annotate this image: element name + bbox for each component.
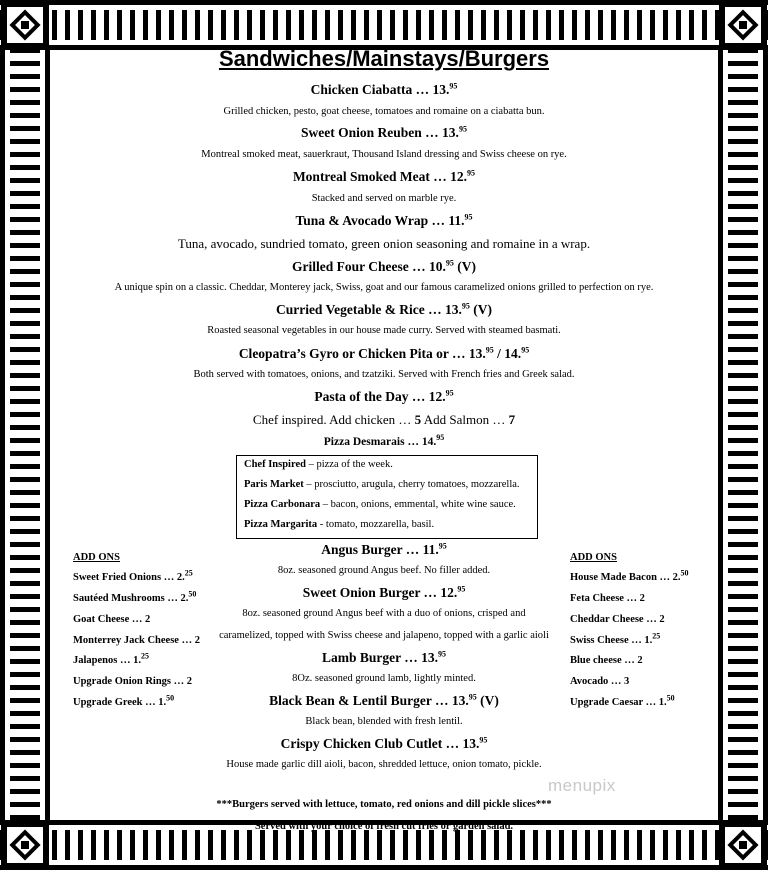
menu-item-name: Black Bean & Lentil Burger … 13.95 (V): [269, 692, 499, 708]
menu-item-description: Roasted seasonal vegetables in our house made curry. Served with steamed basmati.: [207, 325, 561, 336]
addon-item: Feta Cheese … 2: [570, 593, 645, 604]
greek-key-border-right: [718, 50, 768, 820]
menu-title: Sandwiches/Mainstays/Burgers: [218, 46, 550, 71]
corner-ornament-bottom-right: [719, 821, 767, 869]
menu-item-description: 8oz. seasoned ground Angus beef with a duo of onions, crisped and: [242, 608, 526, 619]
burger-side-note: Served with your choice of fresh cut fries or garden salad.: [254, 821, 514, 832]
addon-item: Sweet Fried Onions … 2.25: [73, 568, 193, 583]
menu-item-name: Grilled Four Cheese … 10.95 (V): [292, 258, 476, 274]
menu-item-name: Pasta of the Day … 12.95: [314, 388, 454, 404]
addon-item: Cheddar Cheese … 2: [570, 614, 665, 625]
addon-item: Sautéed Mushrooms … 2.50: [73, 589, 197, 604]
addons-header: ADD ONS: [570, 552, 617, 563]
menu-item-name: Lamb Burger … 13.95: [321, 649, 446, 665]
addon-item: Upgrade Greek … 1.50: [73, 693, 175, 708]
addon-item: Upgrade Onion Rings … 2: [73, 676, 193, 687]
burger-note: ***Burgers served with lettuce, tomato, red onions and dill pickle slices***: [216, 799, 552, 810]
menu-item-name: Sweet Onion Reuben … 13.95: [301, 124, 467, 140]
greek-key-border-top: [0, 0, 768, 50]
menu-item-name: Montreal Smoked Meat … 12.95: [292, 168, 476, 184]
menu-item-description: Black bean, blended with fresh lentil.: [305, 716, 463, 727]
watermark: menupix: [548, 776, 616, 795]
menu-item-description: Grilled chicken, pesto, goat cheese, tomatoes and romaine on a ciabatta bun.: [223, 106, 545, 117]
addon-item: Swiss Cheese … 1.25: [570, 631, 661, 646]
menu-item-name: Angus Burger … 11.95: [321, 541, 447, 557]
menu-item-description: Stacked and served on marble rye.: [311, 193, 457, 204]
menu-item-description: House made garlic dill aioli, bacon, shredded lettuce, onion tomato, pickle.: [226, 759, 542, 770]
menu-item-description: Tuna, avocado, sundried tomato, green onion seasoning and romaine in a wrap.: [177, 236, 591, 251]
addon-item: Goat Cheese … 2: [73, 614, 151, 625]
corner-ornament-top-left: [1, 1, 49, 49]
greek-key-border-left: [0, 50, 50, 820]
menu-item-description: A unique spin on a classic. Cheddar, Monterey jack, Swiss, goat and our famous caramelized onions grilled to perfection on rye.: [114, 282, 654, 293]
menu-item-description: 8Oz. seasoned ground lamb, lightly minted.: [292, 673, 476, 684]
menu-item-description: Montreal smoked meat, sauerkraut, Thousand Island dressing and Swiss cheese on rye.: [201, 149, 567, 160]
corner-ornament-top-right: [719, 1, 767, 49]
menu-item-name: Chicken Ciabatta … 13.95: [310, 81, 458, 97]
pizza-option: Chef Inspired – pizza of the week.: [244, 459, 393, 470]
menu-item-description: 8oz. seasoned ground Angus beef. No filler added.: [277, 565, 491, 576]
pizza-option: Pizza Carbonara – bacon, onions, emmental, white wine sauce.: [244, 499, 516, 510]
menu-item-description: Chef inspired. Add chicken … 5 Add Salmon … 7: [252, 412, 516, 427]
menu-item-name: Cleopatra’s Gyro or Chicken Pita or … 13.95 / 14.95: [238, 345, 530, 361]
addon-item: Upgrade Caesar … 1.50: [570, 693, 675, 708]
addon-item: House Made Bacon … 2.50: [570, 568, 689, 583]
addon-item: Jalapenos … 1.25: [73, 651, 149, 666]
menu-item-name: Sweet Onion Burger … 12.95: [302, 584, 466, 600]
menu-item-description: caramelized, topped with Swiss cheese and jalapeno, topped with a garlic aioli: [219, 630, 549, 641]
addons-header: ADD ONS: [73, 552, 120, 563]
pizza-option: Pizza Margarita - tomato, mozzarella, basil.: [244, 519, 435, 530]
addon-item: Blue cheese … 2: [570, 655, 643, 666]
menu-item-name: Tuna & Avocado Wrap … 11.95: [295, 212, 473, 228]
addon-item: Avocado … 3: [570, 676, 630, 687]
menu-item-description: Both served with tomatoes, onions, and tzatziki. Served with French fries and Greek salad.: [193, 369, 575, 380]
menu-item-name: Crispy Chicken Club Cutlet … 13.95: [280, 735, 488, 751]
pizza-options-box: [236, 455, 538, 539]
pizza-option: Paris Market – prosciutto, arugula, cherry tomatoes, mozzarella.: [244, 479, 520, 490]
menu-item-name: Curried Vegetable & Rice … 13.95 (V): [275, 301, 493, 317]
addon-item: Monterrey Jack Cheese … 2: [73, 635, 200, 646]
corner-ornament-bottom-left: [1, 821, 49, 869]
menu-item-name: Pizza Desmarais … 14.95: [323, 433, 445, 448]
